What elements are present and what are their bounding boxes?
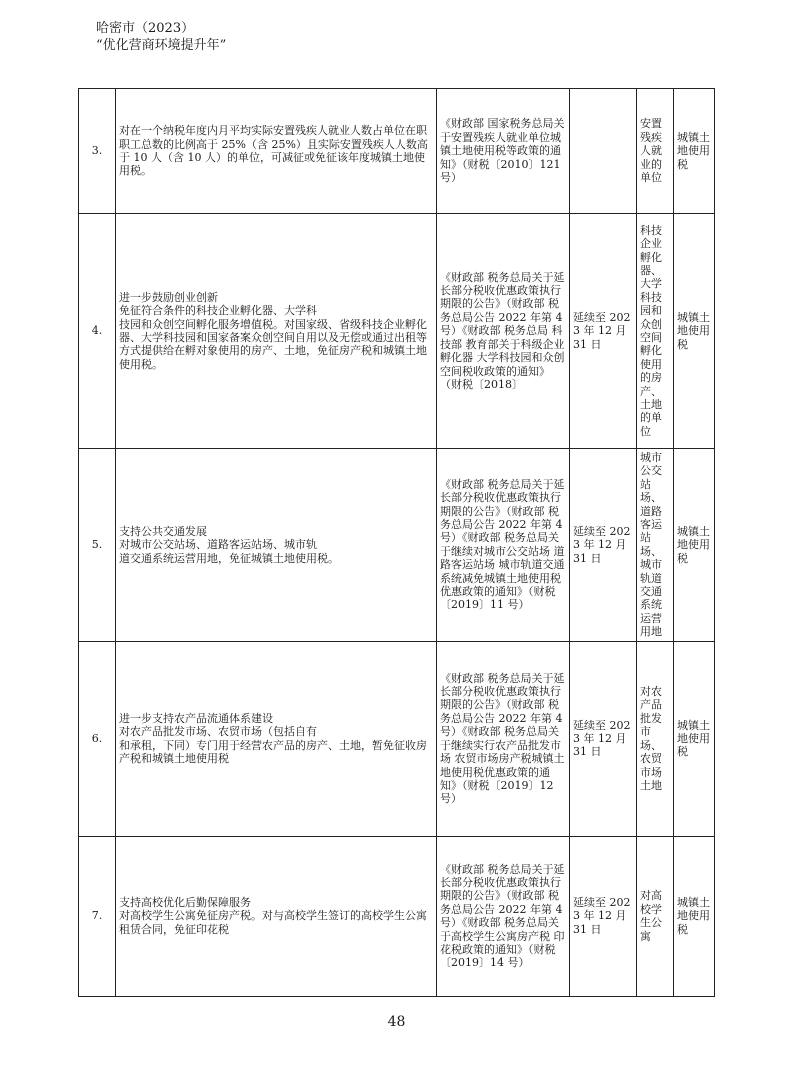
row-number: 7. [79, 836, 116, 996]
policy-basis: 《财政部 税务总局关于延长部分税收优惠政策执行期限的公告》（财政部 税务总局公告 2022 年第 4 号）《财政部 税务总局关于继续对城市公交站场 道路客运站场 城市轨道交通系统减免城镇土地使用税优惠政策的通知》（财税〔2019〕11 号） [437, 449, 570, 642]
policy-description: 支持高校优化后勤保障服务 对高校学生公寓免征房产税。对与高校学生签订的高校学生公寓租赁合同，免征印花税 [116, 836, 437, 996]
policy-basis: 《财政部 国家税务总局关于安置残疾人就业单位城镇土地使用税等政策的通知》（财税〔2010〕121 号） [437, 89, 570, 214]
policy-description: 对在一个纳税年度内月平均实际安置残疾人就业人数占单位在职职工总数的比例高于 25%（含 25%）且实际安置残疾人人数高于 10 人（含 10 人）的单位，可减征或免征该年度城镇土地使用税。 [116, 89, 437, 214]
table-row [79, 214, 715, 449]
tax-type: 城镇土地使用税 [674, 641, 715, 836]
row-number: 4. [79, 214, 116, 449]
validity-period: 延续至 2023 年 12 月 31 日 [570, 836, 637, 996]
policy-basis: 《财政部 税务总局关于延长部分税收优惠政策执行期限的公告》（财政部 税务总局公告 2022 年第 4 号）《财政部 税务总局关于继续实行农产品批发市场 农贸市场房产税城镇土地使用税优惠政策的通知》（财税〔2019〕12 号） [437, 641, 570, 836]
table-row [79, 89, 715, 214]
policy-description: 支持公共交通发展 对城市公交站场、道路客运站场、城市轨 道交通系统运营用地，免征城镇土地使用税。 [116, 449, 437, 642]
table-row [79, 449, 715, 642]
policy-description: 进一步鼓励创业创新 免征符合条件的科技企业孵化器、大学科 技园和众创空间孵化服务增值税。对国家级、省级科技企业孵化器、大学科技园和国家备案众创空间自用以及无偿或通过出租等方式提供给在孵对象使用的房产、土地，免征房产税和城镇土地使用税。 [116, 214, 437, 449]
row-number: 5. [79, 449, 116, 642]
applicable-scope: 对高校学生公寓 [637, 836, 674, 996]
table-row [79, 836, 715, 996]
row-number: 6. [79, 641, 116, 836]
applicable-scope: 科技企业孵化器、大学科技园和众创空间孵化使用的房产、土地的单位 [637, 214, 674, 449]
policy-description: 进一步支持农产品流通体系建设 对农产品批发市场、农贸市场（包括自有 和承租，下同）专门用于经营农产品的房产、土地，暂免征收房产税和城镇土地使用税 [116, 641, 437, 836]
applicable-scope: 安置残疾人就业的单位 [637, 89, 674, 214]
page-header [96, 20, 226, 54]
table-row [79, 641, 715, 836]
tax-type: 城镇土地使用税 [674, 89, 715, 214]
policy-basis: 《财政部 税务总局关于延长部分税收优惠政策执行期限的公告》（财政部 税务总局公告 2022 年第 4 号）《财政部 税务总局 科技部 教育部关于科级企业孵化器 大学科技园和众创空间税收政策的通知》（财税〔2018〕 [437, 214, 570, 449]
header-campaign-title: “优化营商环境提升年” [96, 38, 227, 53]
applicable-scope: 城市公交站场、道路客运站场、城市轨道交通系统运营用地 [637, 449, 674, 642]
applicable-scope: 对农产品批发市场、农贸市场土地 [637, 641, 674, 836]
header-city-year: 哈密市（2023） [96, 21, 195, 36]
tax-type: 城镇土地使用税 [674, 449, 715, 642]
page-number: 48 [387, 1014, 406, 1030]
validity-period [570, 89, 637, 214]
validity-period: 延续至 2023 年 12 月 31 日 [570, 641, 637, 836]
validity-period: 延续至 2023 年 12 月 31 日 [570, 449, 637, 642]
tax-policy-table [78, 88, 715, 997]
tax-type: 城镇土地使用税 [674, 836, 715, 996]
policy-basis: 《财政部 税务总局关于延长部分税收优惠政策执行期限的公告》（财政部 税务总局公告 2022 年第 4 号）《财政部 税务总局关于高校学生公寓房产税 印花税政策的通知》（财税〔2019〕14 号） [437, 836, 570, 996]
tax-type: 城镇土地使用税 [674, 214, 715, 449]
row-number: 3. [79, 89, 116, 214]
validity-period: 延续至 2023 年 12 月 31 日 [570, 214, 637, 449]
